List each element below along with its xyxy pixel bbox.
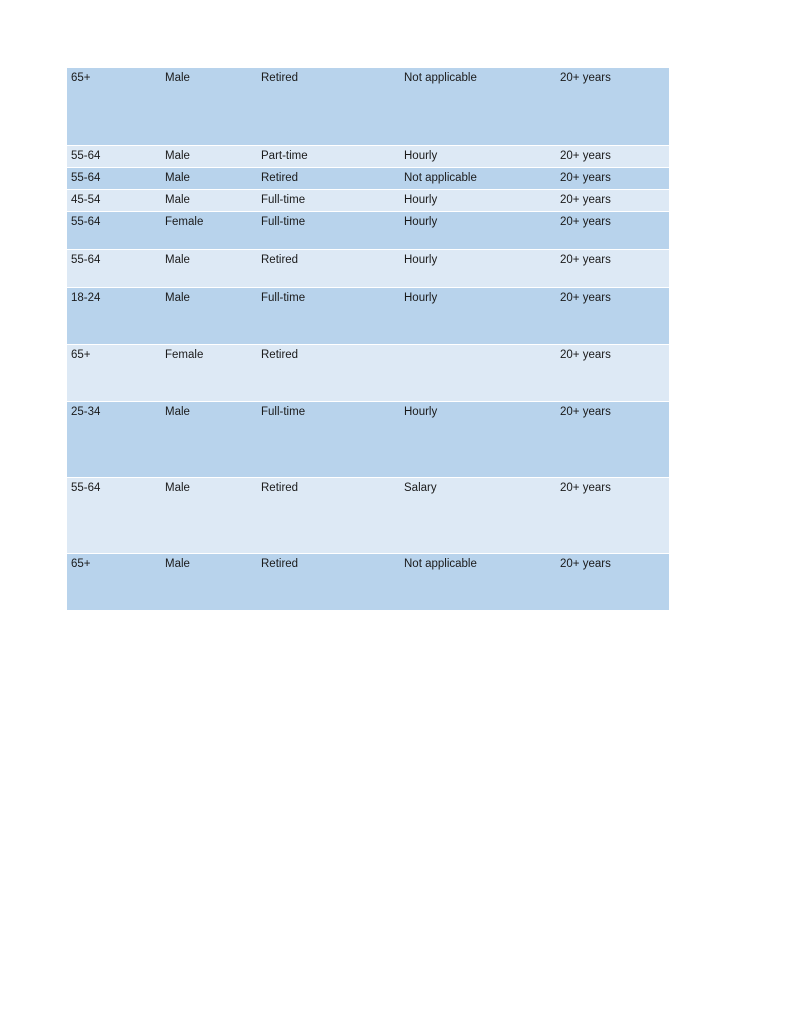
- cell-employment-status: Retired: [257, 554, 400, 611]
- table-row: [67, 402, 669, 478]
- cell-employment-status: Retired: [257, 250, 400, 288]
- cell-gender: Male: [161, 168, 257, 190]
- cell-age-group: 55-64: [67, 146, 161, 168]
- cell-gender: Male: [161, 288, 257, 345]
- cell-tenure: 20+ years: [556, 68, 669, 146]
- cell-tenure: 20+ years: [556, 168, 669, 190]
- cell-employment-status: Full-time: [257, 288, 400, 345]
- table-row: [67, 478, 669, 554]
- cell-employment-status: Full-time: [257, 212, 400, 250]
- cell-tenure: 20+ years: [556, 146, 669, 168]
- cell-gender: Male: [161, 478, 257, 554]
- cell-gender: Male: [161, 68, 257, 146]
- cell-age-group: 65+: [67, 68, 161, 146]
- table-row: [67, 554, 669, 611]
- cell-gender: Female: [161, 345, 257, 402]
- cell-employment-status: Full-time: [257, 402, 400, 478]
- cell-gender: Male: [161, 190, 257, 212]
- cell-pay-type: Not applicable: [400, 68, 556, 146]
- table-row: [67, 68, 669, 146]
- cell-age-group: 18-24: [67, 288, 161, 345]
- cell-tenure: 20+ years: [556, 190, 669, 212]
- data-table-container: [67, 67, 669, 611]
- cell-employment-status: Retired: [257, 68, 400, 146]
- cell-pay-type: Not applicable: [400, 168, 556, 190]
- cell-tenure: 20+ years: [556, 478, 669, 554]
- cell-gender: Male: [161, 146, 257, 168]
- cell-gender: Male: [161, 554, 257, 611]
- cell-age-group: 55-64: [67, 212, 161, 250]
- cell-tenure: 20+ years: [556, 212, 669, 250]
- cell-pay-type: Hourly: [400, 146, 556, 168]
- cell-pay-type: Salary: [400, 478, 556, 554]
- cell-age-group: 55-64: [67, 250, 161, 288]
- cell-employment-status: Retired: [257, 478, 400, 554]
- cell-tenure: 20+ years: [556, 402, 669, 478]
- cell-pay-type: Hourly: [400, 288, 556, 345]
- cell-tenure: 20+ years: [556, 250, 669, 288]
- cell-employment-status: Retired: [257, 168, 400, 190]
- table-row: [67, 250, 669, 288]
- cell-age-group: 65+: [67, 554, 161, 611]
- cell-pay-type: [400, 345, 556, 402]
- cell-gender: Male: [161, 402, 257, 478]
- cell-gender: Male: [161, 250, 257, 288]
- cell-tenure: 20+ years: [556, 345, 669, 402]
- table-row: [67, 212, 669, 250]
- cell-employment-status: Part-time: [257, 146, 400, 168]
- cell-age-group: 45-54: [67, 190, 161, 212]
- cell-tenure: 20+ years: [556, 288, 669, 345]
- cell-pay-type: Not applicable: [400, 554, 556, 611]
- cell-employment-status: Full-time: [257, 190, 400, 212]
- cell-age-group: 25-34: [67, 402, 161, 478]
- cell-tenure: 20+ years: [556, 554, 669, 611]
- cell-age-group: 65+: [67, 345, 161, 402]
- table-row: [67, 288, 669, 345]
- cell-pay-type: Hourly: [400, 190, 556, 212]
- table-row: [67, 168, 669, 190]
- table-row: [67, 146, 669, 168]
- cell-age-group: 55-64: [67, 478, 161, 554]
- cell-gender: Female: [161, 212, 257, 250]
- cell-pay-type: Hourly: [400, 250, 556, 288]
- cell-pay-type: Hourly: [400, 402, 556, 478]
- cell-pay-type: Hourly: [400, 212, 556, 250]
- respondent-data-table: [67, 67, 669, 611]
- cell-age-group: 55-64: [67, 168, 161, 190]
- table-row: [67, 345, 669, 402]
- table-row: [67, 190, 669, 212]
- table-body: [67, 68, 669, 611]
- cell-employment-status: Retired: [257, 345, 400, 402]
